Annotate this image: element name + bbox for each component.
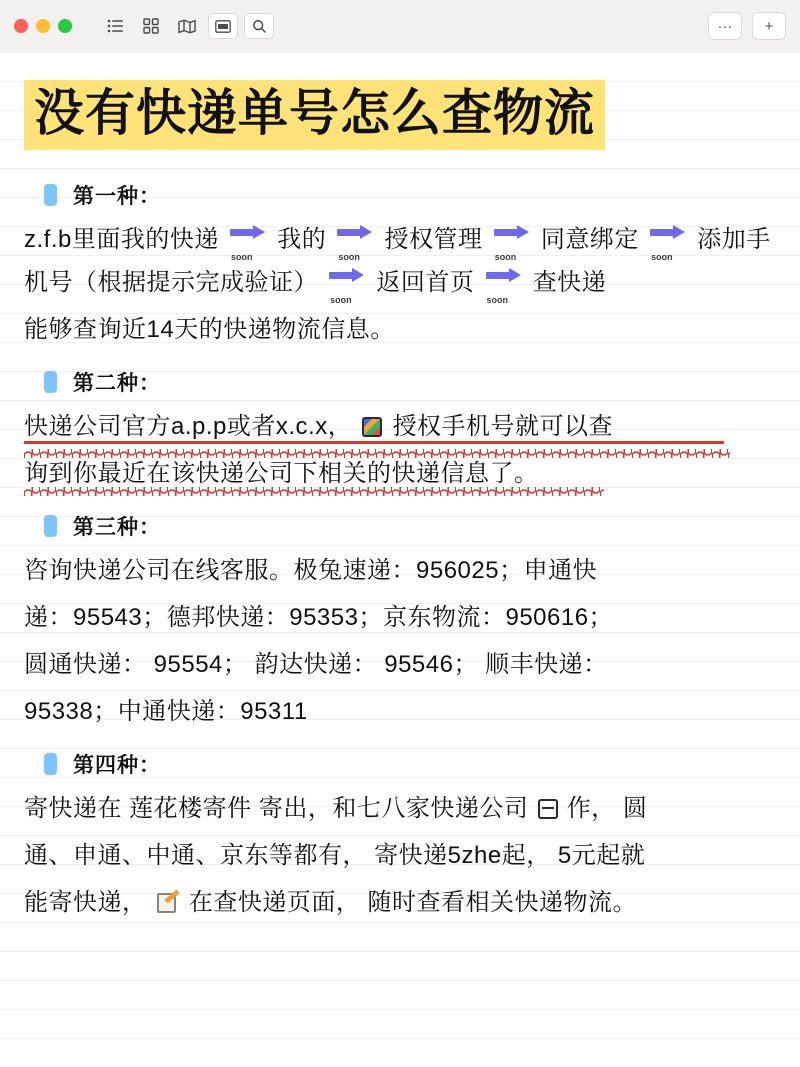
bullet-icon xyxy=(44,515,57,537)
underline-squiggle-2 xyxy=(24,487,604,496)
section-3-line-3: 圆通快递： 95554； 韵达快递： 95546； 顺丰快递： xyxy=(24,651,608,678)
section-header-3 xyxy=(44,511,776,541)
map-icon[interactable] xyxy=(172,13,202,39)
page-title: 没有快递单号怎么查物流 xyxy=(24,80,605,150)
section-3-line-1: 咨询快递公司在线客服。极兔速递：956025；申通快 xyxy=(24,557,598,584)
arrow-soon-icon: soon xyxy=(228,223,268,249)
package-box-icon xyxy=(538,799,558,819)
section-3-line-2: 递：95543；德邦快递：95353；京东物流：950616； xyxy=(24,604,614,631)
text-run: 快递公司官方a.p.p或者x.c.x， xyxy=(24,413,353,440)
text-run: 能寄快递， xyxy=(24,889,147,916)
bullet-icon xyxy=(44,371,57,393)
section-1-line-2: 能够查询近14天的快递物流信息。 xyxy=(24,316,395,343)
maximize-window-button[interactable] xyxy=(58,19,72,33)
section-1-line-1 xyxy=(24,218,776,304)
note-page xyxy=(0,52,800,1067)
text-run: 授权管理 xyxy=(384,226,483,253)
text-run: 寄快递在 莲花楼寄件 寄出，和七八家快递公司 xyxy=(24,795,529,822)
section-title-1: 第一种： xyxy=(73,185,161,208)
bullet-icon xyxy=(44,753,57,775)
section-header-4 xyxy=(44,749,776,779)
section-4-line-3 xyxy=(24,881,776,924)
section-2-body xyxy=(24,405,776,495)
window-titlebar xyxy=(0,0,800,52)
underline-squiggle-1 xyxy=(24,449,730,458)
arrow-soon-icon: soon xyxy=(492,223,532,249)
section-4-line-2: 通、申通、中通、京东等都有， 寄快递5zhe起， 5元起就 xyxy=(24,842,646,869)
new-item-icon[interactable]: + xyxy=(752,12,786,40)
section-title-3: 第三种： xyxy=(73,516,161,539)
toolbar xyxy=(100,13,274,39)
arrow-soon-icon: soon xyxy=(335,223,375,249)
section-2-line-2: 询到你最近在该快递公司下相关的快递信息了。 xyxy=(24,460,539,487)
section-3-line-4: 95338；中通快递：95311 xyxy=(24,698,308,725)
section-4-line-1 xyxy=(24,787,776,830)
arrow-soon-icon: soon xyxy=(327,266,367,292)
text-run: 同意绑定 xyxy=(540,226,639,253)
section-title-2: 第二种： xyxy=(73,372,161,395)
text-run: 添加手机号（根据提示完成验证） xyxy=(24,226,771,296)
text-run: 作， 圆 xyxy=(566,795,648,822)
section-header-2 xyxy=(44,367,776,397)
bullet-icon xyxy=(44,184,57,206)
text-run: z.f.b里面我的快递 xyxy=(24,226,219,253)
section-header-1 xyxy=(44,180,776,210)
memo-pencil-icon xyxy=(157,893,179,913)
underline-straight xyxy=(24,441,724,444)
text-run: 返回首页 xyxy=(376,269,475,296)
text-run: 授权手机号就可以查 xyxy=(392,413,614,440)
close-window-button[interactable] xyxy=(14,19,28,33)
keyboard-icon xyxy=(362,417,382,437)
minimize-window-button[interactable] xyxy=(36,19,50,33)
more-options-icon[interactable]: ··· xyxy=(708,12,742,40)
grid-icon[interactable] xyxy=(136,13,166,39)
section-title-4: 第四种： xyxy=(73,754,161,777)
search-icon[interactable] xyxy=(244,13,274,39)
note-icon[interactable] xyxy=(208,13,238,39)
text-run: 我的 xyxy=(277,226,327,253)
arrow-soon-icon: soon xyxy=(648,223,688,249)
arrow-soon-icon: soon xyxy=(484,266,524,292)
text-run: 查快递 xyxy=(532,269,607,296)
list-icon[interactable] xyxy=(100,13,130,39)
text-run: 在查快递页面， 随时查看相关快递物流。 xyxy=(188,889,638,916)
traffic-light-group xyxy=(14,19,72,33)
titlebar-right-group xyxy=(708,12,786,40)
